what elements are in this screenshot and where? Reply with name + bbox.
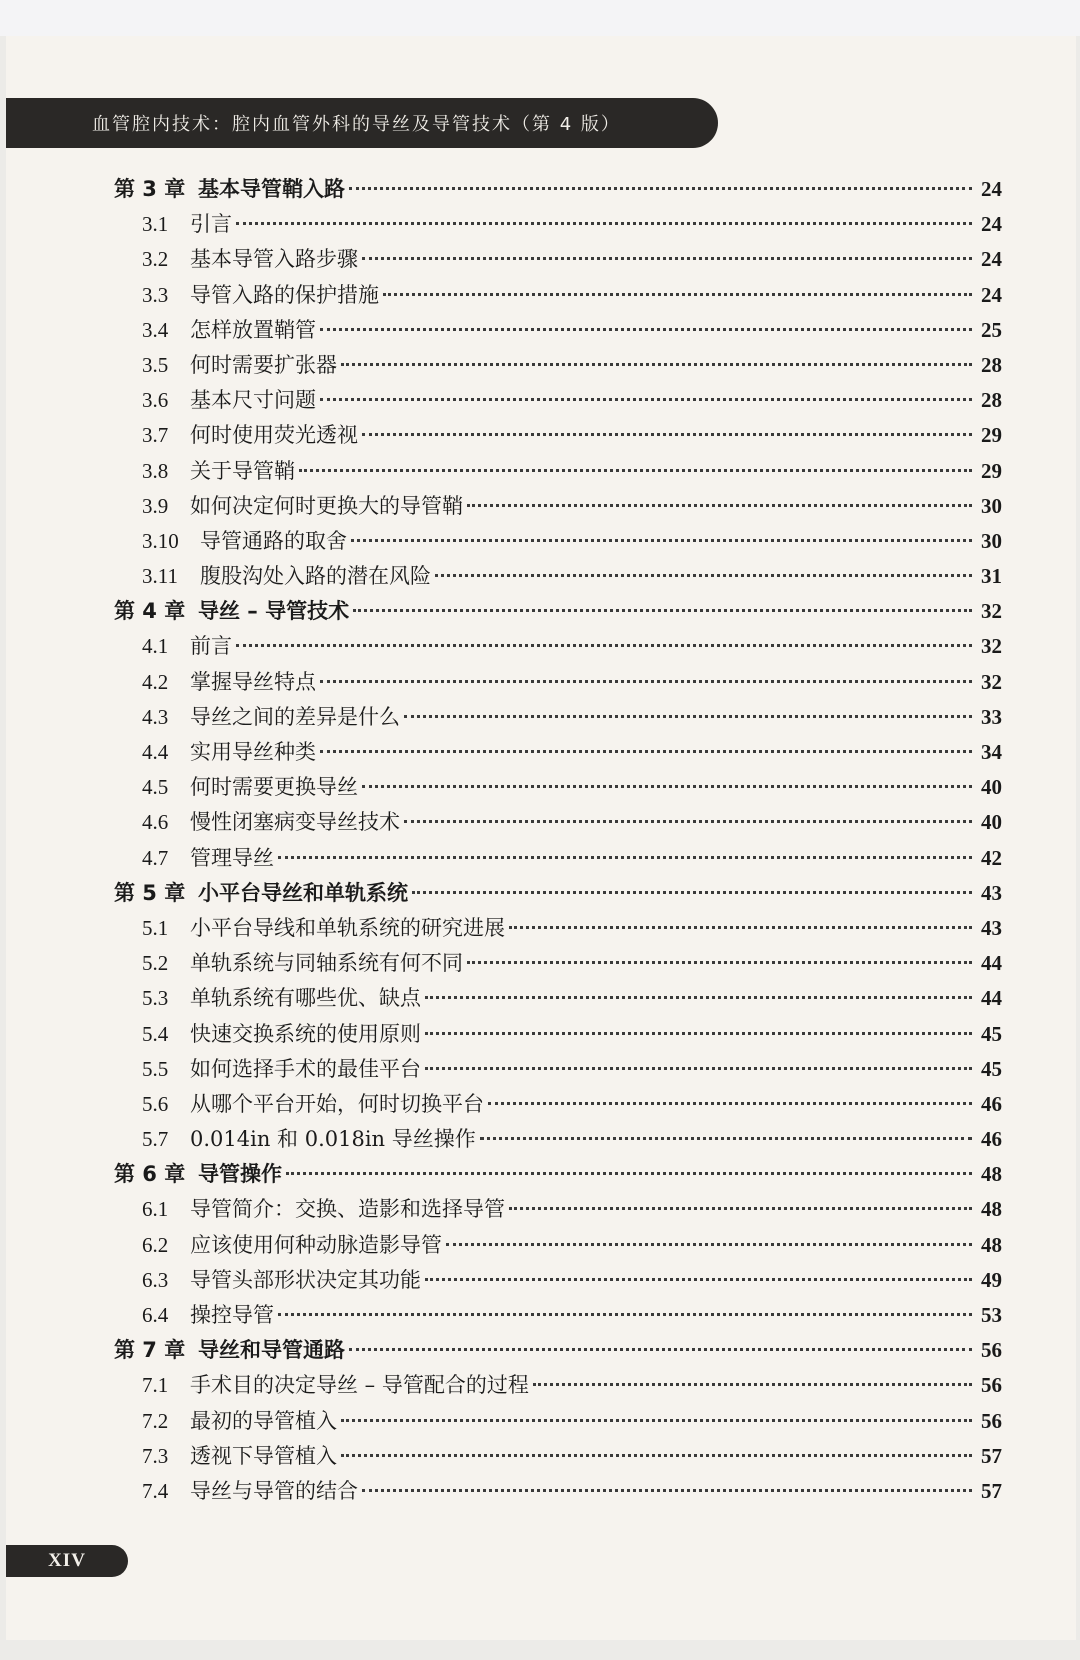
toc-section-entry <box>114 911 1002 946</box>
section-title: 导管入路的保护措施 <box>190 282 379 307</box>
dot-leader <box>383 293 972 296</box>
toc-chapter-entry <box>114 172 1002 207</box>
toc-section-entry <box>114 665 1002 700</box>
page-number-tab <box>6 1545 128 1577</box>
section-number: 5.3 <box>142 986 169 1011</box>
dot-leader <box>236 222 972 225</box>
page-ref: 53 <box>981 1303 1002 1327</box>
page-ref: 43 <box>981 915 1002 940</box>
toc-chapter-entry <box>114 1333 1002 1368</box>
toc-section-entry <box>114 629 1002 664</box>
section-number: 4.2 <box>142 669 169 694</box>
toc-section-entry <box>114 278 1002 313</box>
toc-chapter-entry <box>114 876 1002 911</box>
page-ref: 40 <box>981 775 1002 800</box>
section-title: 应该使用何种动脉造影导管 <box>190 1232 442 1257</box>
section-number: 4.5 <box>142 775 169 800</box>
dot-leader <box>362 785 972 788</box>
toc-section-entry <box>114 946 1002 981</box>
page-ref: 42 <box>981 845 1002 870</box>
dot-leader <box>320 328 972 331</box>
page-ref: 34 <box>981 740 1002 764</box>
section-number: 7.1 <box>142 1373 169 1398</box>
page-ref: 57 <box>981 1478 1002 1503</box>
section-number: 5.5 <box>142 1056 169 1081</box>
toc-section-entry <box>114 1192 1002 1227</box>
section-title: 腹股沟处入路的潜在风险 <box>200 564 431 589</box>
dot-leader <box>320 680 972 683</box>
page-ref: 44 <box>981 951 1002 976</box>
page-ref: 43 <box>981 880 1002 905</box>
section-number: 4.4 <box>142 740 169 764</box>
toc-section-entry <box>114 981 1002 1016</box>
dot-leader <box>425 1278 972 1281</box>
dot-leader <box>236 644 972 647</box>
section-title: 小平台导线和单轨系统的研究进展 <box>190 915 505 940</box>
page-ref: 33 <box>981 704 1002 729</box>
section-number: 5.1 <box>142 915 169 940</box>
section-title: 关于导管鞘 <box>190 458 295 483</box>
toc-section-entry <box>114 559 1002 594</box>
book-title: 血管腔内技术：腔内血管外科的导丝及导管技术（第 4 版） <box>92 114 621 135</box>
section-title: 导管简介：交换、造影和选择导管 <box>190 1197 505 1222</box>
chapter-number: 第 3 章 <box>114 177 186 201</box>
section-title: 透视下导管植入 <box>190 1443 337 1468</box>
running-header <box>6 98 718 148</box>
dot-leader <box>341 1419 972 1422</box>
page-ref: 32 <box>981 599 1002 624</box>
section-number: 7.2 <box>142 1408 169 1433</box>
page-ref: 56 <box>981 1338 1002 1363</box>
toc-section-entry <box>114 1439 1002 1474</box>
page-ref: 24 <box>981 247 1002 272</box>
section-number: 4.7 <box>142 845 169 870</box>
page-ref: 45 <box>981 1056 1002 1081</box>
page-ref: 48 <box>981 1197 1002 1222</box>
page-ref: 56 <box>981 1373 1002 1398</box>
section-number: 6.1 <box>142 1197 169 1222</box>
section-title: 导管头部形状决定其功能 <box>190 1267 421 1292</box>
dot-leader <box>349 187 972 190</box>
page-ref: 30 <box>981 528 1002 553</box>
page-ref: 30 <box>981 493 1002 518</box>
toc-section-entry <box>114 383 1002 418</box>
dot-leader <box>341 363 972 366</box>
page-ref: 48 <box>981 1162 1002 1187</box>
dot-leader <box>404 715 972 718</box>
section-number: 4.6 <box>142 810 169 835</box>
toc-section-entry <box>114 1404 1002 1439</box>
page-ref: 48 <box>981 1232 1002 1257</box>
section-number: 7.4 <box>142 1478 169 1503</box>
dot-leader <box>278 1313 972 1316</box>
toc-section-entry <box>114 1263 1002 1298</box>
dot-leader <box>412 891 972 894</box>
toc-section-entry <box>114 1228 1002 1263</box>
dot-leader <box>299 469 972 472</box>
toc-section-entry <box>114 770 1002 805</box>
page-ref: 29 <box>981 458 1002 483</box>
section-title: 手术目的决定导丝 – 导管配合的过程 <box>190 1373 529 1398</box>
toc-section-entry <box>114 1122 1002 1157</box>
section-title: 基本导管入路步骤 <box>190 247 358 272</box>
section-title: 基本尺寸问题 <box>190 388 316 413</box>
toc-section-entry <box>114 242 1002 277</box>
section-title: 怎样放置鞘管 <box>190 317 316 342</box>
toc-section-entry <box>114 1298 1002 1333</box>
section-number: 3.5 <box>142 352 169 377</box>
page-ref: 31 <box>981 564 1002 589</box>
page-ref: 28 <box>981 352 1002 377</box>
section-number: 7.3 <box>142 1443 169 1468</box>
dot-leader <box>362 1489 972 1492</box>
top-margin <box>0 0 1080 36</box>
chapter-title: 基本导管鞘入路 <box>198 177 345 201</box>
chapter-number: 第 4 章 <box>114 599 186 624</box>
toc-chapter-entry <box>114 594 1002 629</box>
section-number: 6.4 <box>142 1303 169 1327</box>
dot-leader <box>353 609 972 612</box>
page-ref: 24 <box>981 282 1002 307</box>
dot-leader <box>286 1172 972 1175</box>
table-of-contents <box>114 172 1002 1509</box>
section-title: 最初的导管植入 <box>190 1408 337 1433</box>
page-ref: 57 <box>981 1443 1002 1468</box>
section-title: 单轨系统与同轴系统有何不同 <box>190 951 463 976</box>
toc-section-entry <box>114 700 1002 735</box>
section-title: 实用导丝种类 <box>190 740 316 764</box>
section-title: 快速交换系统的使用原则 <box>190 1021 421 1046</box>
section-number: 5.2 <box>142 951 169 976</box>
dot-leader <box>467 961 972 964</box>
dot-leader <box>362 257 972 260</box>
section-number: 4.3 <box>142 704 169 729</box>
toc-section-entry <box>114 489 1002 524</box>
section-number: 3.6 <box>142 388 169 413</box>
section-number: 3.8 <box>142 458 169 483</box>
toc-section-entry <box>114 1017 1002 1052</box>
dot-leader <box>425 996 972 999</box>
page-ref: 56 <box>981 1408 1002 1433</box>
toc-section-entry <box>114 524 1002 559</box>
dot-leader <box>446 1243 972 1246</box>
section-number: 3.7 <box>142 423 169 448</box>
page-ref: 32 <box>981 669 1002 694</box>
page-ref: 40 <box>981 810 1002 835</box>
chapter-number: 第 6 章 <box>114 1162 186 1187</box>
page-ref: 29 <box>981 423 1002 448</box>
page-ref: 45 <box>981 1021 1002 1046</box>
toc-section-entry <box>114 841 1002 876</box>
chapter-title: 导管操作 <box>198 1162 282 1187</box>
section-title: 管理导丝 <box>190 845 274 870</box>
dot-leader <box>509 926 972 929</box>
section-number: 3.1 <box>142 212 169 237</box>
section-title: 单轨系统有哪些优、缺点 <box>190 986 421 1011</box>
chapter-title: 导丝 – 导管技术 <box>198 599 350 624</box>
dot-leader <box>404 820 972 823</box>
section-number: 4.1 <box>142 634 169 659</box>
page-ref: 49 <box>981 1267 1002 1292</box>
dot-leader <box>480 1137 972 1140</box>
dot-leader <box>425 1032 972 1035</box>
section-title: 如何决定何时更换大的导管鞘 <box>190 493 463 518</box>
dot-leader <box>509 1207 972 1210</box>
section-number: 5.4 <box>142 1021 169 1046</box>
page-ref: 25 <box>981 317 1002 342</box>
page-ref: 44 <box>981 986 1002 1011</box>
toc-section-entry <box>114 313 1002 348</box>
dot-leader <box>278 856 972 859</box>
dot-leader <box>351 539 972 542</box>
dot-leader <box>362 433 972 436</box>
page-ref: 28 <box>981 388 1002 413</box>
section-title: 导丝之间的差异是什么 <box>190 704 400 729</box>
dot-leader <box>467 504 972 507</box>
section-title: 何时需要扩张器 <box>190 352 337 377</box>
toc-section-entry <box>114 348 1002 383</box>
toc-section-entry <box>114 735 1002 770</box>
section-number: 5.6 <box>142 1091 169 1116</box>
section-title: 从哪个平台开始，何时切换平台 <box>190 1091 484 1116</box>
page-ref: 46 <box>981 1091 1002 1116</box>
dot-leader <box>341 1454 972 1457</box>
section-title: 慢性闭塞病变导丝技术 <box>190 810 400 835</box>
toc-section-entry <box>114 418 1002 453</box>
chapter-number: 第 7 章 <box>114 1338 186 1363</box>
page-ref: 32 <box>981 634 1002 659</box>
section-title: 引言 <box>190 212 232 237</box>
page-ref: 46 <box>981 1127 1002 1152</box>
section-number: 3.2 <box>142 247 169 272</box>
toc-section-entry <box>114 454 1002 489</box>
dot-leader <box>425 1067 972 1070</box>
dot-leader <box>435 574 972 577</box>
section-title: 操控导管 <box>190 1303 274 1327</box>
section-title: 何时使用荧光透视 <box>190 423 358 448</box>
section-title: 导丝与导管的结合 <box>190 1478 358 1503</box>
book-page <box>6 36 1076 1640</box>
section-number: 3.11 <box>142 564 178 589</box>
dot-leader <box>533 1383 972 1386</box>
section-number: 6.3 <box>142 1267 169 1292</box>
section-number: 3.9 <box>142 493 169 518</box>
section-title: 如何选择手术的最佳平台 <box>190 1056 421 1081</box>
dot-leader <box>320 398 972 401</box>
section-title: 何时需要更换导丝 <box>190 775 358 800</box>
dot-leader <box>488 1102 972 1105</box>
chapter-number: 第 5 章 <box>114 880 186 905</box>
section-title: 0.014in 和 0.018in 导丝操作 <box>190 1127 476 1152</box>
section-title: 前言 <box>190 634 232 659</box>
toc-chapter-entry <box>114 1157 1002 1192</box>
page-ref: 24 <box>981 177 1002 201</box>
page-ref: 24 <box>981 212 1002 237</box>
section-number: 6.2 <box>142 1232 169 1257</box>
toc-section-entry <box>114 805 1002 840</box>
section-number: 3.4 <box>142 317 169 342</box>
dot-leader <box>349 1348 972 1351</box>
section-title: 掌握导丝特点 <box>190 669 316 694</box>
section-title: 导管通路的取舍 <box>200 528 347 553</box>
toc-section-entry <box>114 1052 1002 1087</box>
section-number: 3.10 <box>142 528 179 553</box>
chapter-title: 导丝和导管通路 <box>198 1338 345 1363</box>
toc-section-entry <box>114 1368 1002 1403</box>
chapter-title: 小平台导丝和单轨系统 <box>198 880 408 905</box>
toc-section-entry <box>114 1474 1002 1509</box>
dot-leader <box>320 750 972 753</box>
section-number: 3.3 <box>142 282 169 307</box>
page-number: XIV <box>48 1550 86 1571</box>
toc-section-entry <box>114 207 1002 242</box>
section-number: 5.7 <box>142 1127 169 1152</box>
toc-section-entry <box>114 1087 1002 1122</box>
